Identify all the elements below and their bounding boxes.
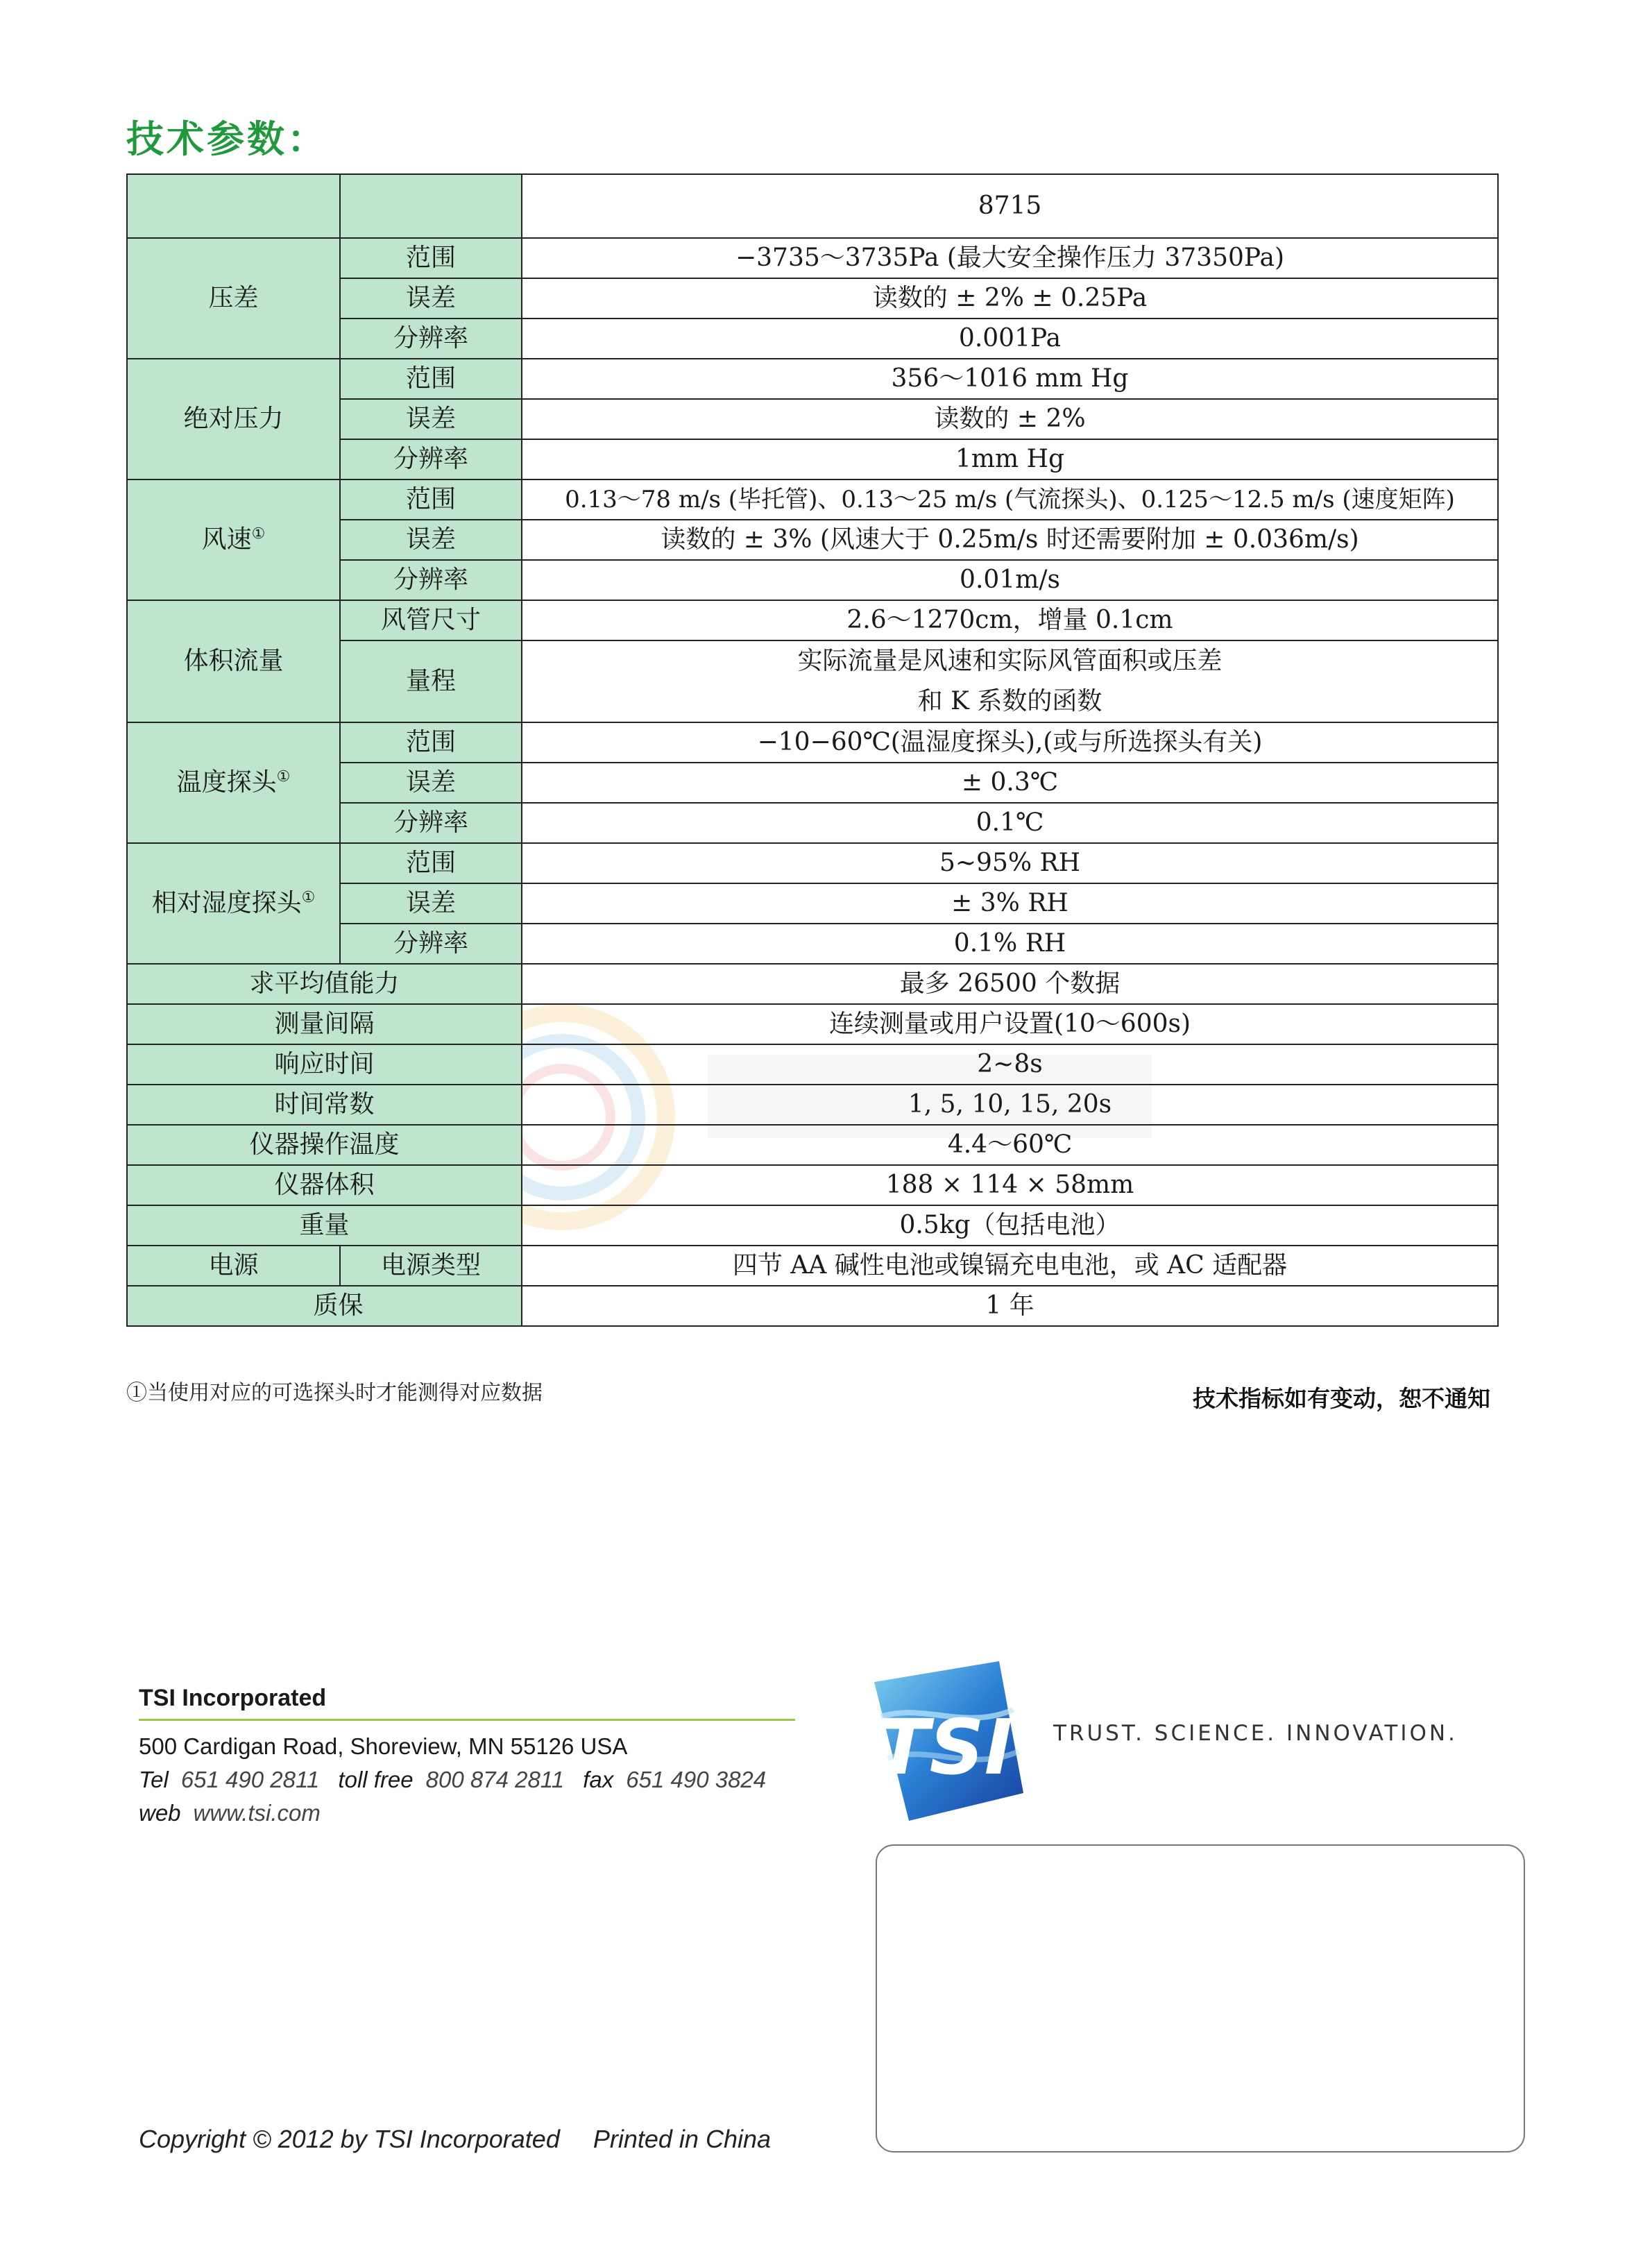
param-value: 1mm Hg: [522, 439, 1498, 479]
table-row: [127, 479, 1498, 520]
param-label: 响应时间: [127, 1044, 522, 1085]
table-row: [127, 843, 1498, 883]
divider: [139, 1719, 795, 1721]
tagline: TRUST. SCIENCE. INNOVATION.: [1053, 1721, 1458, 1746]
category-power: 电源: [127, 1246, 340, 1286]
table-row: [127, 1044, 1498, 1085]
param-label: 分辨率: [340, 560, 522, 600]
tel-value: 651 490 2811: [180, 1767, 320, 1792]
footnote-marker: ①: [251, 525, 266, 543]
header-blank-1: [127, 174, 340, 238]
table-row: [127, 600, 1498, 640]
category-label: 温度探头: [176, 768, 277, 797]
param-label: 分辨率: [340, 803, 522, 843]
header-blank-2: [340, 174, 522, 238]
param-label: 分辨率: [340, 319, 522, 359]
param-value: [522, 640, 1498, 722]
category-label: 风速: [201, 525, 252, 554]
table-row: [127, 1205, 1498, 1246]
category-label: 相对湿度探头: [151, 889, 302, 917]
tollfree-label: toll free: [338, 1767, 414, 1792]
table-row: [127, 359, 1498, 399]
param-label: 范围: [340, 238, 522, 278]
tollfree-value: 800 874 2811: [425, 1767, 565, 1792]
param-label: 时间常数: [127, 1085, 522, 1125]
table-row: [127, 238, 1498, 278]
param-value: ± 3% RH: [522, 883, 1498, 924]
page-title: 技术参数：: [126, 117, 327, 161]
table-header-row: [127, 174, 1498, 238]
param-label: 范围: [340, 359, 522, 399]
disclaimer: 技术指标如有变动，恕不通知: [1193, 1385, 1490, 1412]
param-value-line: 和 K 系数的函数: [917, 687, 1102, 715]
param-label: 风管尺寸: [340, 600, 522, 640]
table-row: [127, 1004, 1498, 1044]
param-value: 1, 5, 10, 15, 20s: [522, 1085, 1498, 1125]
contact-phones: [139, 1767, 795, 1793]
fax-value: 651 490 3824: [626, 1767, 767, 1792]
param-value: 2~8s: [522, 1044, 1498, 1085]
param-value: 0.5kg（包括电池）: [522, 1205, 1498, 1246]
company-name: TSI Incorporated: [139, 1685, 327, 1711]
category-velocity: [127, 479, 340, 600]
param-label: 仪器体积: [127, 1165, 522, 1205]
category-volume-flow: 体积流量: [127, 600, 340, 722]
table-row: [127, 1085, 1498, 1125]
dealer-stamp-box: [876, 1844, 1525, 2152]
param-label: 范围: [340, 722, 522, 763]
fax-label: fax: [583, 1767, 614, 1792]
param-value: 5~95% RH: [522, 843, 1498, 883]
param-label: 仪器操作温度: [127, 1125, 522, 1165]
param-value: 最多 26500 个数据: [522, 964, 1498, 1004]
param-value-line: 实际流量是风速和实际风管面积或压差: [797, 647, 1223, 675]
param-label: 分辨率: [340, 924, 522, 964]
copyright: Copyright © 2012 by TSI Incorporated: [139, 2125, 560, 2153]
param-value: 0.01m/s: [522, 560, 1498, 600]
table-row: [127, 1286, 1498, 1326]
param-value: 188 × 114 × 58mm: [522, 1165, 1498, 1205]
table-row: [127, 722, 1498, 763]
param-label: 电源类型: [340, 1246, 522, 1286]
param-label: 质保: [127, 1286, 522, 1326]
table-row: [127, 1165, 1498, 1205]
param-value: 1 年: [522, 1286, 1498, 1326]
param-value: ± 0.3℃: [522, 763, 1498, 803]
param-label: 分辨率: [340, 439, 522, 479]
param-label: 求平均值能力: [127, 964, 522, 1004]
param-value: 0.1% RH: [522, 924, 1498, 964]
category-pressure: 压差: [127, 238, 340, 359]
param-label: 误差: [340, 278, 522, 319]
category-rh-probe: [127, 843, 340, 964]
param-value: 四节 AA 碱性电池或镍镉充电电池，或 AC 适配器: [522, 1246, 1498, 1286]
table-row: [127, 1246, 1498, 1286]
param-value: 0.001Pa: [522, 319, 1498, 359]
company-info: [139, 1685, 795, 1833]
param-label: 误差: [340, 520, 522, 560]
param-value: 4.4～60℃: [522, 1125, 1498, 1165]
param-label: 范围: [340, 843, 522, 883]
company-address: 500 Cardigan Road, Shoreview, MN 55126 USA: [139, 1733, 628, 1759]
param-value: −10−60℃(温湿度探头),(或与所选探头有关): [522, 722, 1498, 763]
footnote: ①当使用对应的可选探头时才能测得对应数据: [126, 1381, 543, 1405]
contact-web: [139, 1800, 795, 1826]
param-value: 读数的 ± 2%: [522, 399, 1498, 439]
category-temperature-probe: [127, 722, 340, 843]
tsi-logo: [860, 1654, 1034, 1828]
param-value: 连续测量或用户设置(10～600s): [522, 1004, 1498, 1044]
param-label: 重量: [127, 1205, 522, 1246]
copyright-line: [139, 2125, 771, 2154]
param-value: −3735～3735Pa (最大安全操作压力 37350Pa): [522, 238, 1498, 278]
param-label: 误差: [340, 883, 522, 924]
model-number: 8715: [522, 174, 1498, 238]
web-label: web: [139, 1800, 181, 1826]
param-value: 356～1016 mm Hg: [522, 359, 1498, 399]
param-value: 0.13～78 m/s (毕托管)、0.13～25 m/s (气流探头)、0.125～12.5 m/s (速度矩阵): [522, 479, 1498, 520]
param-label: 误差: [340, 399, 522, 439]
param-value: 0.1℃: [522, 803, 1498, 843]
param-label: 测量间隔: [127, 1004, 522, 1044]
table-row: [127, 964, 1498, 1004]
param-value: 读数的 ± 2% ± 0.25Pa: [522, 278, 1498, 319]
logo-text: TSI: [877, 1703, 1013, 1792]
footnote-marker: ①: [276, 768, 291, 785]
param-value: 2.6～1270cm，增量 0.1cm: [522, 600, 1498, 640]
printed-in: Printed in China: [593, 2125, 772, 2153]
param-value: 读数的 ± 3% (风速大于 0.25m/s 时还需要附加 ± 0.036m/s): [522, 520, 1498, 560]
spec-table: [126, 173, 1499, 1327]
web-link[interactable]: www.tsi.com: [193, 1800, 321, 1826]
param-label: 范围: [340, 479, 522, 520]
tel-label: Tel: [139, 1767, 169, 1792]
footnote-marker: ①: [301, 889, 316, 906]
table-row: [127, 1125, 1498, 1165]
param-label: 误差: [340, 763, 522, 803]
category-absolute-pressure: 绝对压力: [127, 359, 340, 479]
param-label: 量程: [340, 640, 522, 722]
